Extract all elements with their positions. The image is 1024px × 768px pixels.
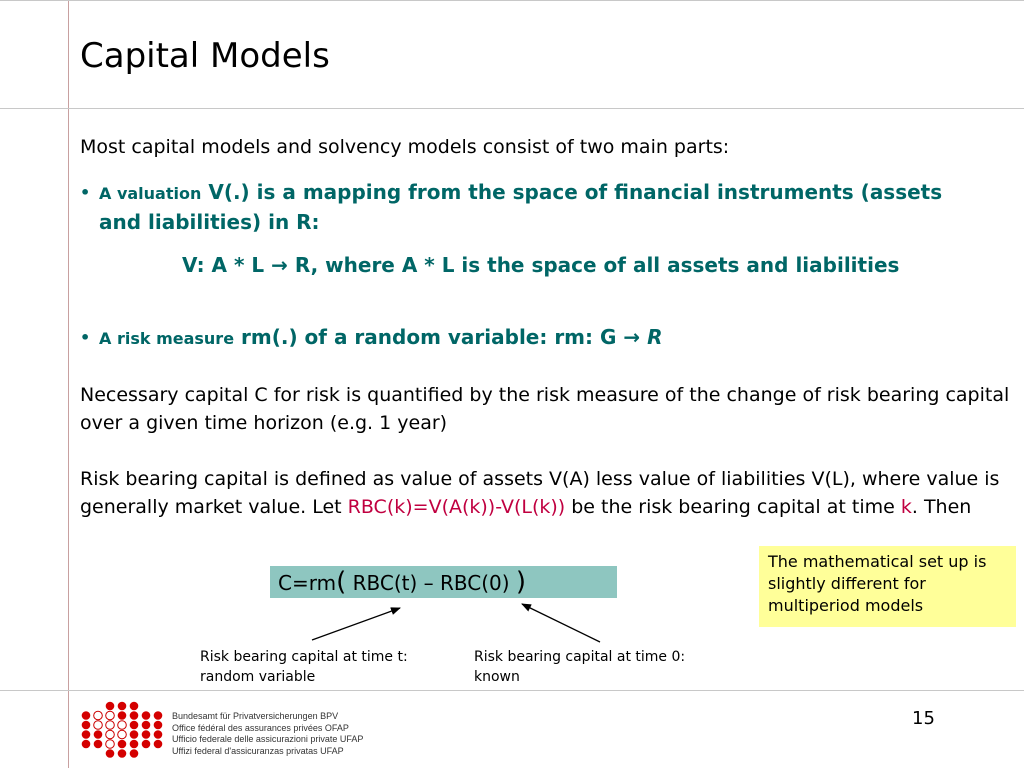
swiss-federal-logo	[78, 700, 168, 760]
logo-dot	[118, 702, 127, 711]
logo-dot	[118, 730, 127, 739]
formula-prefix: C=rm	[278, 571, 337, 595]
rbc-text-3: . Then	[911, 496, 972, 518]
logo-dot	[130, 721, 139, 730]
logo-dot	[142, 721, 151, 730]
page-number: 15	[912, 708, 935, 729]
caption-rbc-t: Risk bearing capital at time t: random variable	[200, 649, 408, 685]
logo-dot	[130, 711, 139, 720]
logo-dot	[106, 721, 115, 730]
bullet-risk-measure-lead: A risk measure	[99, 329, 235, 348]
footer-org-line-rm: Uffizi federal d'assicuranzas privatas UFAP	[172, 745, 344, 756]
logo-dot	[106, 749, 115, 758]
intro-text: Most capital models and solvency models consist of two main parts:	[80, 136, 730, 158]
logo-dot	[94, 721, 103, 730]
arrow-to-rbc-t	[312, 608, 400, 640]
logo-dot	[118, 721, 127, 730]
footer-org-line-it: Ufficio federale delle assicurazioni private UFAP	[172, 734, 364, 744]
rbc-definition: RBC(k)=V(A(k))-V(L(k))	[347, 496, 566, 518]
logo-dot	[94, 730, 103, 739]
formula-inner: RBC(t) – RBC(0)	[346, 571, 516, 595]
logo-dot	[154, 730, 163, 739]
rbc-text-1: Risk bearing capital is defined as value of assets V(A) less value of liabilities V(L), where value is generally market value. Let	[80, 468, 1000, 518]
multiperiod-note: The mathematical set up is slightly different for multiperiod models	[759, 546, 1016, 627]
footer-organization	[172, 711, 363, 757]
logo-dot	[154, 740, 163, 749]
logo-dot	[106, 740, 115, 749]
logo-dot-cross	[82, 702, 163, 758]
logo-dot	[106, 730, 115, 739]
formula-close-paren: )	[515, 567, 527, 597]
bullet-valuation-lead: A valuation	[99, 184, 202, 203]
logo-dot	[82, 730, 91, 739]
capital-paragraph: Necessary capital C for risk is quantified by the risk measure of the change of risk bearing capital over a given time horizon (e.g. 1 year)	[80, 384, 1010, 434]
logo-dot	[82, 721, 91, 730]
rbc-text-2: be the risk bearing capital at time	[565, 496, 901, 518]
logo-dot	[154, 721, 163, 730]
logo-dot	[94, 711, 103, 720]
formula-open-paren: (	[336, 567, 347, 597]
logo-dot	[82, 740, 91, 749]
real-set-symbol: R	[640, 325, 663, 349]
logo-dot	[82, 711, 91, 720]
caption-rbc-0: Risk bearing capital at time 0: known	[474, 649, 686, 685]
logo-dot	[142, 730, 151, 739]
logo-dot	[142, 740, 151, 749]
bullet-marker: •	[80, 328, 91, 347]
bullet-risk-measure-body: rm(.) of a random variable: rm: G	[234, 325, 624, 349]
bullet-marker: •	[80, 183, 91, 202]
logo-dot	[106, 702, 115, 711]
valuation-formula-text: V: A * L → R, where A * L is the space of all assets and liabilities	[182, 253, 900, 277]
logo-dot	[118, 711, 127, 720]
footer-org-line-fr: Office fédéral des assurances privées OFAP	[172, 722, 349, 733]
logo-dot	[118, 749, 127, 758]
page-title: Capital Models	[80, 36, 330, 76]
logo-dot	[142, 711, 151, 720]
arrow-to-rbc-0	[522, 604, 600, 642]
logo-dot	[106, 711, 115, 720]
logo-dot	[154, 711, 163, 720]
logo-dot	[130, 730, 139, 739]
rbc-time-variable: k	[900, 496, 912, 518]
arrow-symbol: →	[623, 325, 641, 349]
logo-dot	[130, 749, 139, 758]
footer-org-line-de: Bundesamt für Privatversicherungen BPV	[172, 711, 339, 721]
logo-dot	[130, 702, 139, 711]
logo-dot	[130, 740, 139, 749]
logo-dot	[118, 740, 127, 749]
bullet-valuation-body: V(.) is a mapping from the space of financial instruments (assets and liabilities) in R:	[99, 180, 943, 234]
logo-dot	[94, 740, 103, 749]
